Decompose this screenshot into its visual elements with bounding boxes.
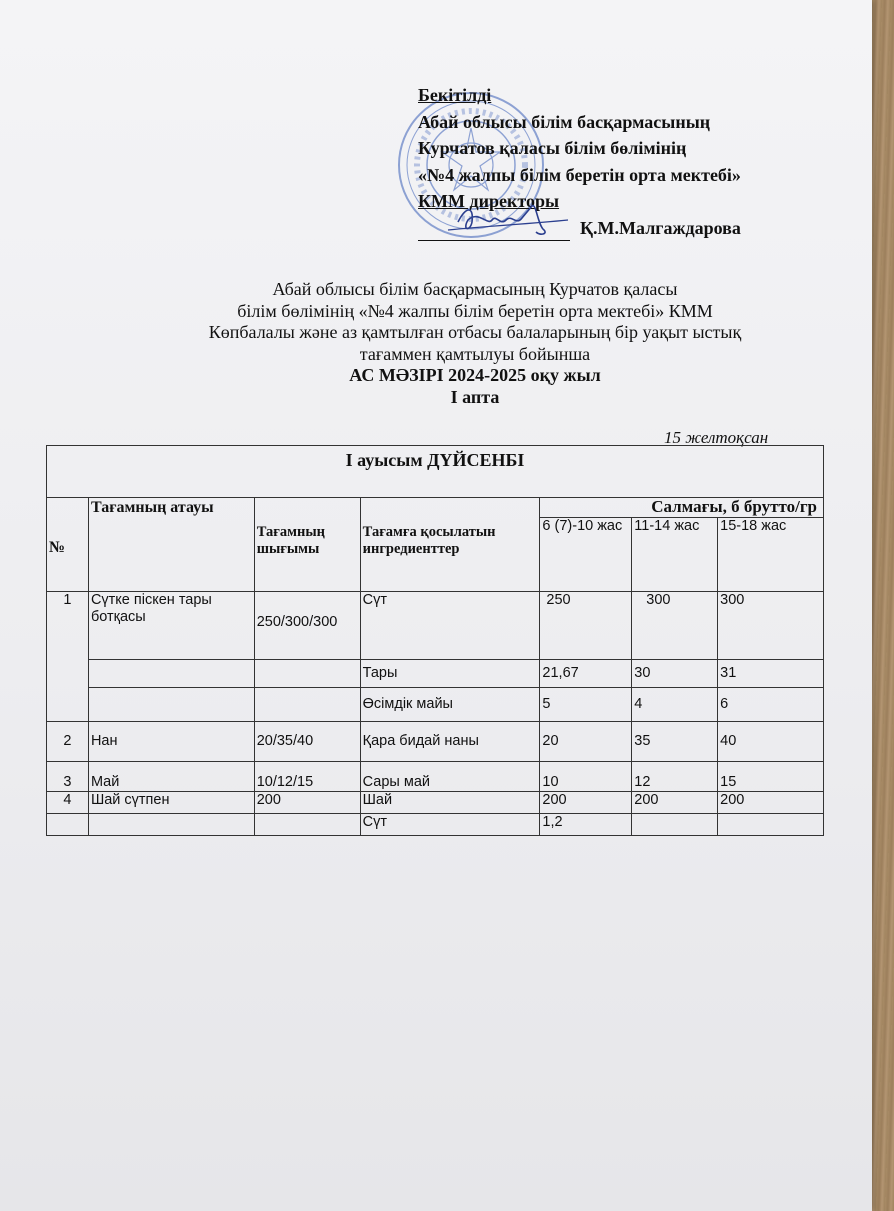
cell-number [47,814,89,836]
cell-ingredient: Өсімдік майы [360,688,540,722]
table-row [47,660,824,688]
cell-age1: 21,67 [540,660,632,688]
table-row [47,792,824,814]
cell-dish [88,660,254,688]
table-row [47,814,824,836]
title-line: тағаммен қамтылуы бойынша [359,343,591,364]
approval-line: КММ директоры [418,191,560,211]
menu-table [46,445,824,836]
document-title [120,279,830,408]
shift-day-header: І ауысым ДҮЙСЕНБІ [47,446,824,498]
cell-ingredient: Сүт [360,592,540,660]
cell-yield: 200 [254,792,360,814]
cell-number: 1 [47,592,89,722]
cell-age2: 200 [632,792,718,814]
title-line: білім бөлімінің «№4 жалпы білім беретін орта мектебі» КММ [237,300,713,321]
cell-number: 4 [47,792,89,814]
approval-heading: Бекітілді [418,85,492,105]
table-row [47,592,824,660]
cell-age3 [718,814,824,836]
approval-line: «№4 жалпы білім беретін орта мектебі» [418,164,741,185]
column-header-age-15-18: 15-18 жас [718,518,824,592]
cell-ingredient: Сүт [360,814,540,836]
title-line: Абай облысы білім басқармасының Курчатов қаласы [272,279,678,299]
cell-yield: 10/12/15 [254,762,360,792]
cell-ingredient: Қара бидай наны [360,722,540,762]
cell-age3: 300 [718,592,824,660]
cell-age2: 35 [632,722,718,762]
column-header-weight: Салмағы, б брутто/гр [540,498,824,518]
cell-dish: Нан [88,722,254,762]
approval-line: Абай облысы білім басқармасының [418,111,711,132]
cell-number: 2 [47,722,89,762]
cell-age3: 6 [718,688,824,722]
cell-yield [254,660,360,688]
cell-age1: 1,2 [540,814,632,836]
week-label: І апта [450,386,500,407]
column-header-ingredients: Тағамға қосылатын ингредиенттер [360,498,540,592]
menu-date: 15 желтоқсан [664,428,769,447]
cell-age3: 200 [718,792,824,814]
cell-age1: 10 [540,762,632,792]
cell-dish: Сүтке піскен тары ботқасы [88,592,254,660]
cell-age1: 5 [540,688,632,722]
cell-age3: 40 [718,722,824,762]
cell-ingredient: Тары [360,660,540,688]
table-row [47,762,824,792]
table-row [47,688,824,722]
cell-yield [254,688,360,722]
cell-dish [88,814,254,836]
column-header-age-6-10: 6 (7)-10 жас [540,518,632,592]
cell-age2: 4 [632,688,718,722]
cell-yield: 20/35/40 [254,722,360,762]
cell-age1: 20 [540,722,632,762]
column-header-dish-yield: Тағамның шығымы [254,498,360,592]
cell-age2: 30 [632,660,718,688]
cell-age3: 31 [718,660,824,688]
cell-number: 3 [47,762,89,792]
cell-ingredient: Шай [360,792,540,814]
cell-age2: 300 [632,592,718,660]
column-header-age-11-14: 11-14 жас [632,518,718,592]
cell-yield: 250/300/300 [254,592,360,660]
table-row [47,722,824,762]
cell-yield [254,814,360,836]
cell-age2: 12 [632,762,718,792]
approval-line: Курчатов қаласы білім бөлімінің [418,138,687,158]
menu-title: АС МӘЗІРІ 2024-2025 оқу жыл [349,365,601,385]
cell-dish: Май [88,762,254,792]
cell-dish: Шай сүтпен [88,792,254,814]
column-header-number: № [47,498,89,592]
cell-age2 [632,814,718,836]
cell-age3: 15 [718,762,824,792]
column-header-dish-name: Тағамның атауы [88,498,254,592]
director-name: Қ.М.Малгаждарова [580,217,741,238]
cell-age1: 250 [540,592,632,660]
cell-age1: 200 [540,792,632,814]
cell-dish [88,688,254,722]
cell-ingredient: Сары май [360,762,540,792]
handwritten-signature [428,196,578,244]
title-line: Көпбалалы және аз қамтылған отбасы балаларының бір уақыт ыстық [208,322,742,342]
